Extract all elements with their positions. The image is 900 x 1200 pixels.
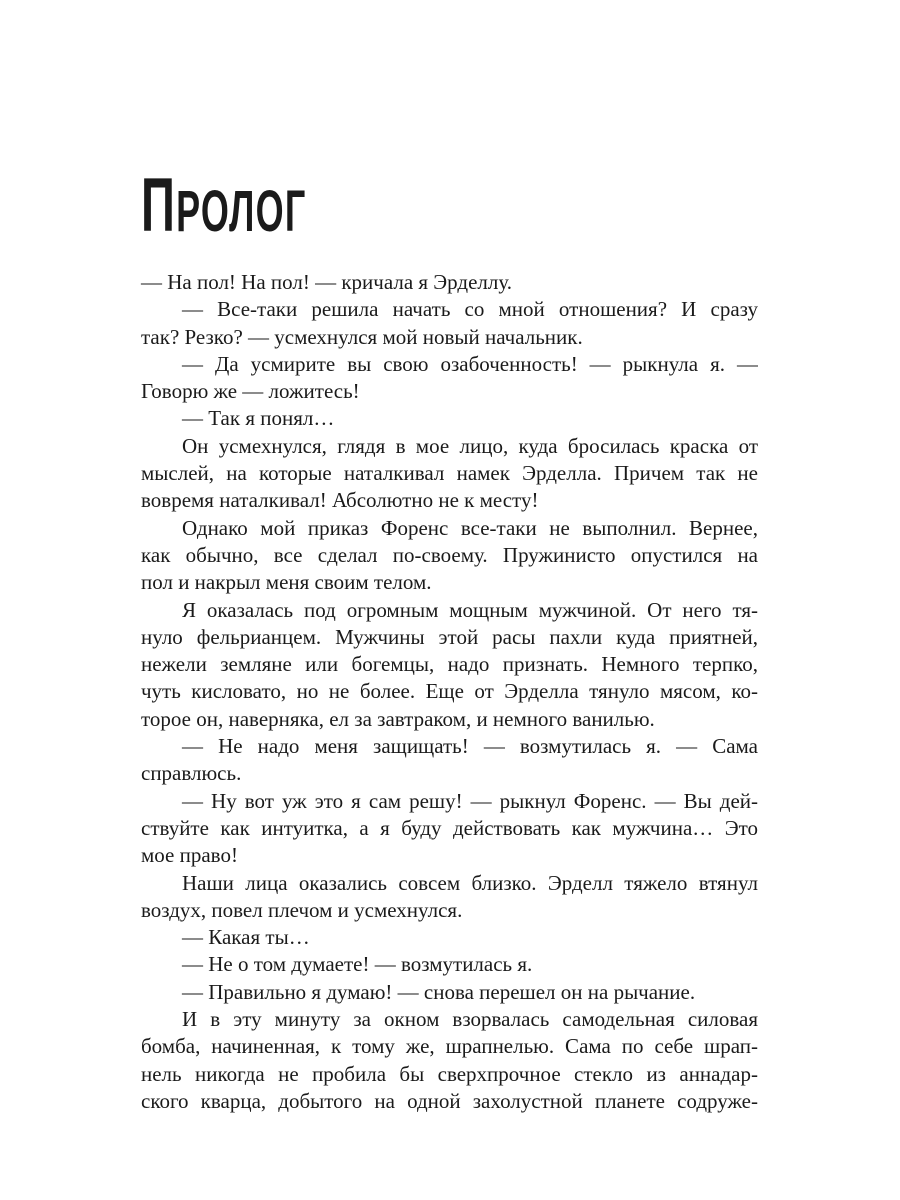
text-line: — Какая ты… — [182, 925, 310, 950]
text-line: так? Резко? — усмехнулся мой новый начальник. — [141, 324, 583, 349]
text-line: — Так я понял… — [182, 406, 335, 431]
text-line: пол и накрыл меня своим телом. — [141, 570, 432, 595]
chapter-title — [141, 163, 307, 248]
text-line: нель никогда не пробила бы сверхпрочное стекло из аннадар- — [141, 1061, 758, 1086]
text-line: как обычно, все сделал по-своему. Пружинисто опустился на — [141, 542, 758, 567]
chapter-text — [141, 269, 758, 1115]
text-line: Однако мой приказ Форенс все-таки не выполнил. Вернее, — [182, 515, 758, 540]
text-line: бомба, начиненная, к тому же, шрапнелью. Сама по себе шрап- — [141, 1034, 758, 1059]
text-line: — На пол! На пол! — кричала я Эрделлу. — [141, 270, 513, 294]
text-line: ского кварца, добытого на одной захолустной планете содруже- — [141, 1088, 758, 1113]
text-line: — Ну вот уж это я сам решу! — рыкнул Форенс. — Вы дей- — [182, 788, 758, 813]
chapter-title-rest: РОЛОГ — [176, 179, 307, 244]
text-line: Я оказалась под огромным мощным мужчиной. От него тя- — [182, 597, 758, 622]
text-line: — Не о том думаете! — возмутилась я. — [182, 952, 533, 977]
text-line: — Не надо меня защищать! — возмутилась я. — Сама — [182, 734, 758, 759]
text-line: торое он, наверняка, ел за завтраком, и немного ванилью. — [141, 706, 655, 731]
text-line: мое право! — [141, 843, 238, 868]
text-line: Он усмехнулся, глядя в мое лицо, куда бросилась краска от — [182, 433, 758, 458]
text-line: — Правильно я думаю! — снова перешел он на рычание. — [182, 979, 696, 1004]
text-line: воздух, повел плечом и усмехнулся. — [141, 897, 463, 922]
chapter-title-initial: П — [141, 163, 177, 248]
text-line: — Все-таки решила начать со мной отношения? И сразу — [182, 297, 758, 322]
text-line: мыслей, на которые наталкивал намек Эрделла. Причем так не — [141, 461, 758, 486]
text-line: нежели земляне или богемцы, надо признать. Немного терпко, — [141, 652, 758, 677]
text-line: Наши лица оказались совсем близко. Эрделл тяжело втянул — [182, 870, 758, 895]
text-line: нуло фельрианцем. Мужчины этой расы пахли куда приятней, — [141, 624, 758, 649]
text-line: ствуйте как интуитка, а я буду действовать как мужчина… Это — [141, 815, 758, 840]
text-line: вовремя наталкивал! Абсолютно не к месту! — [141, 488, 539, 513]
text-line: справлюсь. — [141, 761, 242, 786]
text-line: чуть кисловато, но не более. Еще от Эрделла тянуло мясом, ко- — [141, 679, 758, 704]
text-line: — Да усмирите вы свою озабоченность! — рыкнула я. — — [182, 351, 758, 376]
text-line: И в эту минуту за окном взорвалась самодельная силовая — [182, 1007, 758, 1032]
text-line: Говорю же — ложитесь! — [141, 379, 360, 404]
